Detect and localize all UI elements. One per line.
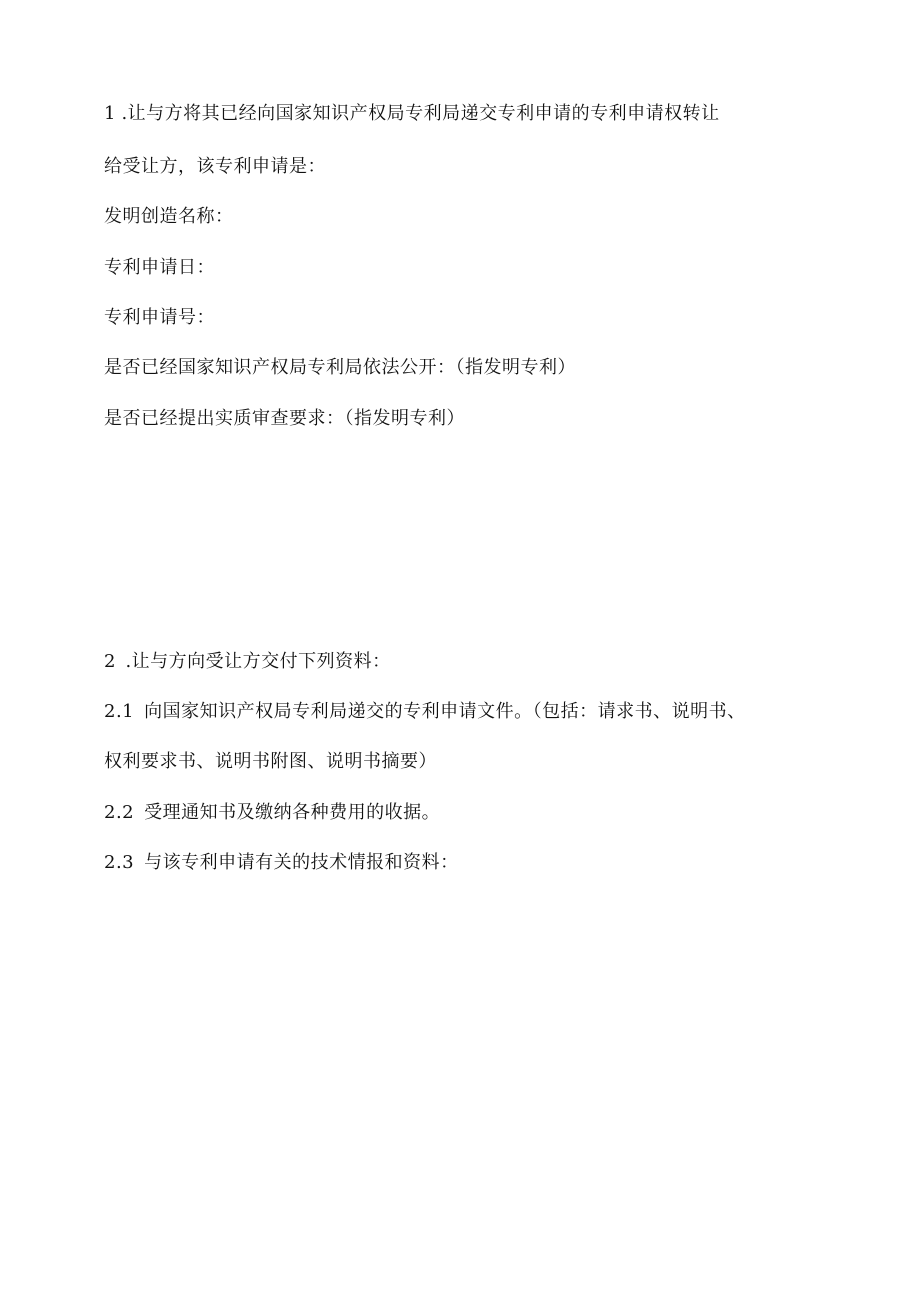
item-2-3-text: 与该专利申请有关的技术情报和资料：	[144, 852, 459, 873]
item-2-1-number: 2.1	[104, 701, 135, 722]
item-2-3-number: 2.3	[104, 852, 135, 873]
invention-name-label: 发明创造名称：	[104, 206, 234, 227]
section-1-line-1	[104, 103, 720, 125]
section-2-number: 2	[104, 651, 116, 672]
section-2-heading-text: .让与方向受让方交付下列资料：	[125, 651, 391, 672]
section-1-text-1: .让与方将其已经向国家知识产权局专利局递交专利申请的专利申请权转让	[121, 103, 720, 124]
item-2-1-text-1: 向国家知识产权局专利局递交的专利申请文件。（包括：请求书、说明书、	[144, 701, 746, 722]
section-1-number: 1	[104, 103, 116, 124]
item-2-2-number: 2.2	[104, 802, 135, 823]
item-2-3	[104, 852, 459, 874]
section-1-line-2: 给受让方，该专利申请是：	[104, 156, 326, 177]
item-2-2	[104, 802, 440, 824]
examination-request-label: 是否已经提出实质审查要求：（指发明专利）	[104, 408, 465, 429]
publication-status-label: 是否已经国家知识产权局专利局依法公开：（指发明专利）	[104, 357, 576, 378]
filing-date-label: 专利申请日：	[104, 257, 215, 278]
item-2-1-line-1	[104, 701, 746, 723]
item-2-1-line-2: 权利要求书、说明书附图、说明书摘要）	[104, 751, 437, 772]
section-2-heading	[104, 651, 391, 673]
item-2-2-text: 受理通知书及缴纳各种费用的收据。	[144, 802, 441, 823]
application-number-label: 专利申请号：	[104, 307, 215, 328]
